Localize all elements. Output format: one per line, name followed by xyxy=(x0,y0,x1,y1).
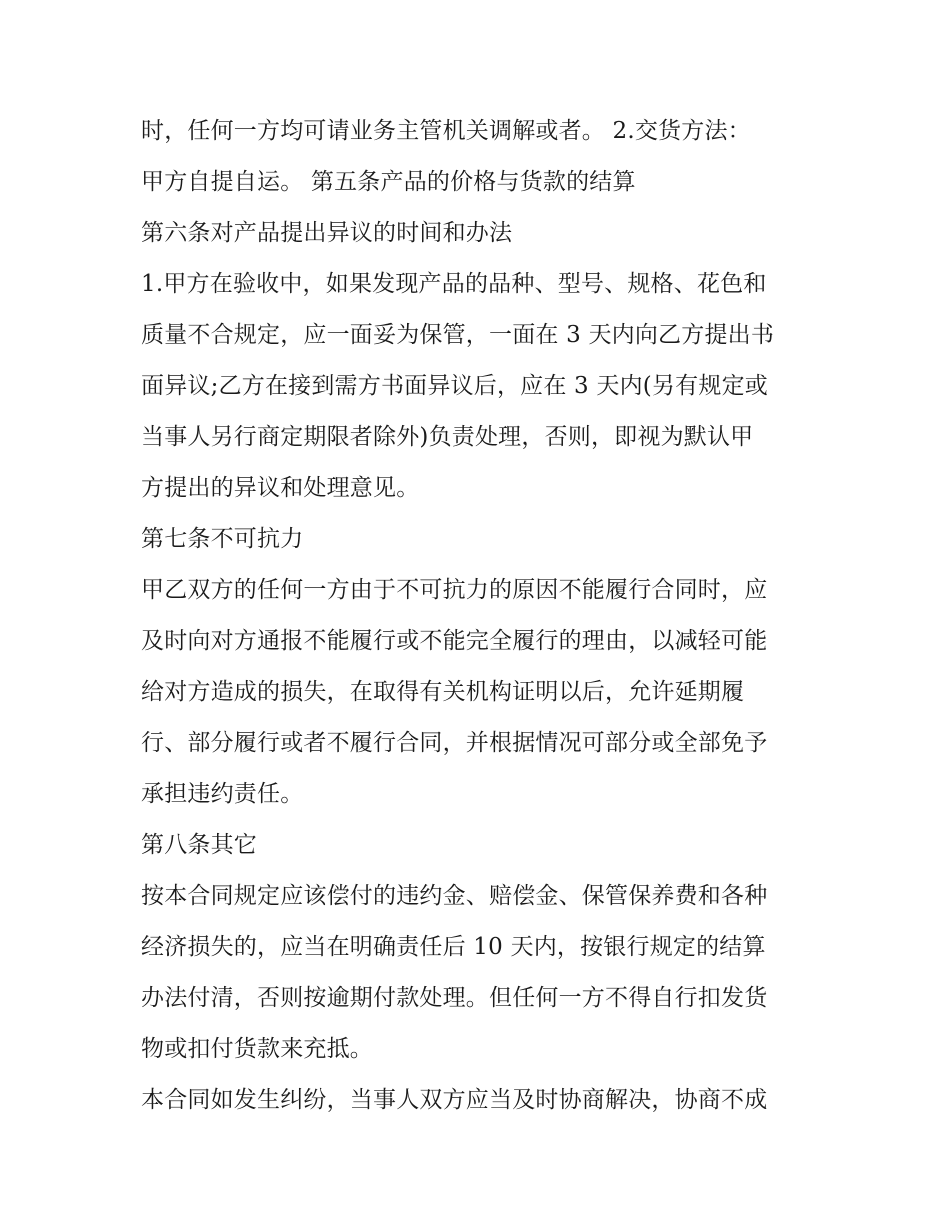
text-line-14: 承担违约责任。 xyxy=(141,781,304,807)
text-line-11: 及时向对方通报不能履行或不能完全履行的理由，以减轻可能 xyxy=(141,628,768,654)
text-line-10: 甲乙双方的任何一方由于不可抗力的原因不能履行合同时，应 xyxy=(141,577,768,603)
text-line-6: 面异议;乙方在接到需方书面异议后，应在 3 天内(另有规定或 xyxy=(141,373,768,399)
text-line-20: 本合同如发生纠纷，当事人双方应当及时协商解决，协商不成 xyxy=(141,1087,768,1113)
contract-text-block xyxy=(141,106,821,1126)
text-line-17: 经济损失的，应当在明确责任后 10 天内，按银行规定的结算 xyxy=(141,934,766,960)
text-line-19: 物或扣付货款来充抵。 xyxy=(141,1036,373,1062)
section-heading-article-6: 第六条对产品提出异议的时间和办法 xyxy=(141,220,513,246)
text-line-16: 按本合同规定应该偿付的违约金、赔偿金、保管保养费和各种 xyxy=(141,883,768,909)
section-heading-article-8: 第八条其它 xyxy=(141,832,257,858)
text-line-2: 甲方自提自运。 第五条产品的价格与货款的结算 xyxy=(141,169,636,195)
text-line-7: 当事人另行商定期限者除外)负责处理，否则，即视为默认甲 xyxy=(141,424,754,450)
text-line-18: 办法付清，否则按逾期付款处理。但任何一方不得自行扣发货 xyxy=(141,985,768,1011)
text-line-1: 时，任何一方均可请业务主管机关调解或者。 2.交货方法： xyxy=(141,118,751,144)
text-line-5: 质量不合规定，应一面妥为保管，一面在 3 天内向乙方提出书 xyxy=(141,322,775,348)
section-heading-article-7: 第七条不可抗力 xyxy=(141,526,304,552)
text-line-13: 行、部分履行或者不履行合同，并根据情况可部分或全部免予 xyxy=(141,730,768,756)
text-line-8: 方提出的异议和处理意见。 xyxy=(141,475,420,501)
text-line-12: 给对方造成的损失，在取得有关机构证明以后，允许延期履 xyxy=(141,679,745,705)
text-line-4: 1.甲方在验收中，如果发现产品的品种、型号、规格、花色和 xyxy=(141,271,767,297)
